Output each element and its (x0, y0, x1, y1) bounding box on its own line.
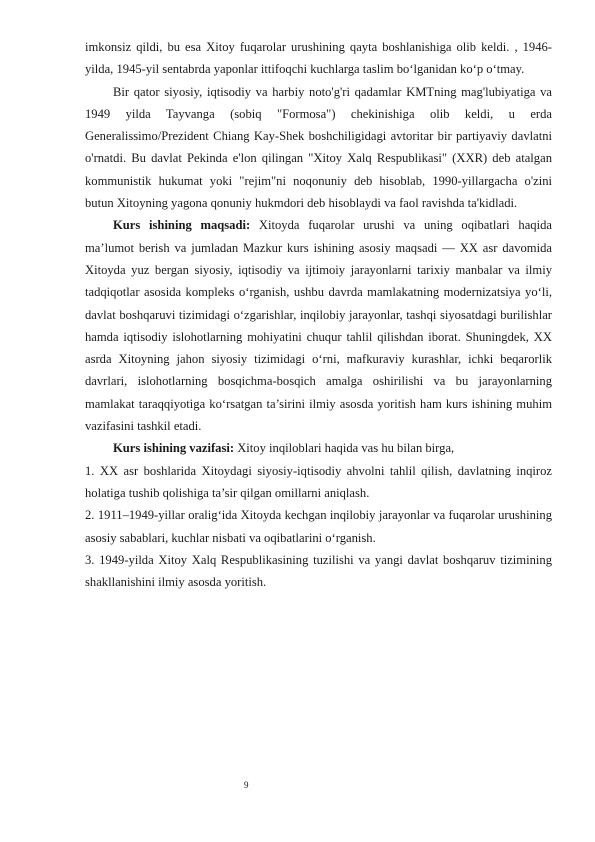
paragraph-text: Xitoy inqiloblari haqida vas hu bilan birga, (234, 441, 455, 456)
task-item (85, 460, 552, 505)
task-item (85, 504, 552, 549)
paragraph-text: Bir qator siyosiy, iqtisodiy va harbiy noto'g'ri qadamlar KMTning mag'lubiyatiga va 1949 yilda Tayvanga (sobiq "Formosa") chekinishiga olib keldi, u erda Generalissimo/Prezident Chiang Kay-Shek boshchiligidagi avtoritar bir partiyaviy davlatni o'rnatdi. Bu davlat Pekinda e'lon qilingan "Xitoy Xalq Respublikasi" (XXR) deb atalgan kommunistik hukumat yoki "rejim"ni noqonuniy deb hisoblab, 1990-yillargacha o'zini butun Xitoyning yagona qonuniy hukmdori deb hisoblaydi va faol ravishda ta'kidladi. (85, 84, 552, 211)
paragraph-text: imkonsiz qildi, bu esa Xitoy fuqarolar urushining qayta boshlanishiga olib keldi. , 1946-yilda, 1945-yil sentabrda yaponlar ittifoqchi kuchlarga taslim bo‘lganidan ko‘p o‘tmay. (85, 40, 552, 77)
paragraph-continuation (85, 36, 552, 81)
task-item (85, 549, 552, 594)
document-body (85, 36, 552, 593)
paragraph-course-goal (85, 214, 552, 437)
paragraph-text: Xitoyda fuqarolar urushi va uning oqibatlari haqida ma’lumot berish va jumladan Mazkur kurs ishining asosiy maqsadi — XX asr davomida Xitoyda yuz bergan siyosiy, iqtisodiy va ijtimoiy jarayonlarni tarixiy manbalar va ilmiy tadqiqotlar asosida kompleks o‘rganish, ushbu davrda mamlakatning modernizatsiya yo‘li, davlat boshqaruvi tizimidagi o‘zgarishlar, inqilobiy jarayonlar, tashqi siyosatdagi burilishlar hamda iqtisodiy islohotlarning mohiyatini chuqur tahlil qilishdan iborat. Shuningdek, XX asrda Xitoyning jahon siyosiy tizimidagi o‘rni, mafkuraviy kurashlar, ichki beqarorlik davrlari, islohotlarning bosqichma-bosqich amalga oshirilishi va bu jarayonlarning mamlakat taraqqiyotiga ko‘rsatgan ta’sirini ilmiy asosda yoritish ham kurs ishining muhim vazifasini tashkil etadi. (85, 218, 552, 434)
task-text: 2. 1911–1949-yillar oralig‘ida Xitoyda kechgan inqilobiy jarayonlar va fuqarolar urushining asosiy sabablari, kuchlar nisbati va oqibatlarini o‘rganish. (85, 508, 552, 545)
task-text: 1. XX asr boshlarida Xitoydagi siyosiy-iqtisodiy ahvolni tahlil qilish, davlatning inqiroz holatiga tushib qolishiga ta’sir qilgan omillarni aniqlash. (85, 463, 552, 500)
paragraph-course-tasks (85, 437, 552, 459)
course-tasks-heading: Kurs ishining vazifasi: (113, 441, 235, 456)
paragraph-kmt-defeat (85, 81, 552, 215)
course-goal-heading: Kurs ishining maqsadi: (113, 218, 251, 233)
task-text: 3. 1949-yilda Xitoy Xalq Respublikasining tuzilishi va yangi davlat boshqaruv tizimining shakllanishini ilmiy asosda yoritish. (85, 552, 552, 590)
page-number: 9 (244, 780, 249, 790)
